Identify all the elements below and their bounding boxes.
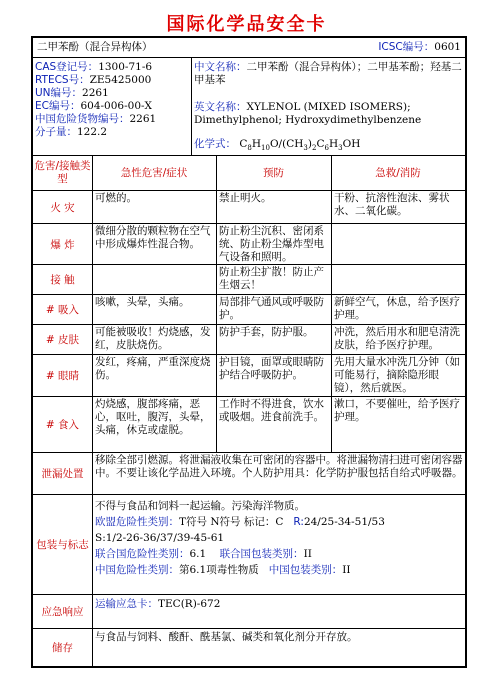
col-header-acute: 急性危害/症状 bbox=[120, 166, 188, 179]
chinese-name: 中文名称：二甲苯酚（混合异构体）；二甲基苯酚；羟基二甲基苯 bbox=[194, 61, 462, 86]
storage-label: 储存 bbox=[52, 642, 73, 654]
ec-number: EC编号：604-006-00-X bbox=[35, 100, 153, 112]
china-goods-number: 中国危险货物编号：2261 bbox=[35, 113, 157, 125]
molecular-weight: 分子量：122.2 bbox=[35, 126, 108, 138]
un-number: UN编号：2261 bbox=[35, 87, 109, 99]
skin-first-aid: 冲洗，然后用水和肥皂清洗皮肤，给予医疗护理。 bbox=[334, 326, 460, 351]
eyes-acute: 发红，疼痛，严重深度烧伤。 bbox=[95, 356, 211, 381]
spill-text: 移除全部引燃源。将泄漏液收集在可密闭的容器中。将泄漏物清扫进可密闭容器中。不要让该化学品进入环境。个人防护用具：化学防护服包括自给式呼吸器。 bbox=[95, 454, 463, 479]
fire-acute: 可燃的。 bbox=[95, 192, 137, 204]
fire-prevention: 禁止明火。 bbox=[219, 192, 272, 204]
row-type-ingestion: # 食入 bbox=[45, 419, 80, 431]
ingestion-prevention: 工作时不得进食，饮水或吸烟。进食前洗手。 bbox=[219, 398, 324, 423]
rtecs-number: RTECS号：ZE5425000 bbox=[35, 74, 152, 86]
row-type-skin: # 皮肤 bbox=[45, 334, 80, 346]
card-title: 国际化学品安全卡 bbox=[166, 14, 327, 35]
packaging-transport-note: 不得与食品和饲料一起运输。污染海洋物质。 bbox=[95, 500, 305, 512]
row-type-fire: 火 灾 bbox=[50, 201, 75, 214]
explosion-prevention: 防止粉尘沉积、密闭系统、防止粉尘爆炸型电气设备和照明。 bbox=[219, 225, 324, 263]
eyes-prevention: 护目镜，面罩或眼睛防护结合呼吸防护。 bbox=[219, 356, 324, 381]
packaging-label: 包装与标志 bbox=[36, 539, 89, 551]
spill-label: 泄漏处置 bbox=[41, 468, 84, 480]
icsc-number bbox=[378, 41, 461, 54]
fire-first-aid: 干粉、抗溶性泡沫、雾状水、二氧化碳。 bbox=[334, 192, 450, 217]
english-name: 英文名称：XYLENOL (MIXED ISOMERS); Dimethylphenol; Hydroxydimethylbenzene bbox=[194, 101, 422, 126]
storage-text: 与食品与饲料、酸酐、酰基氯、碱类和氧化剂分开存放。 bbox=[95, 631, 358, 643]
contact-prevention: 防止粉尘扩散！防止产生烟云！ bbox=[219, 266, 324, 291]
emergency-label: 应急响应 bbox=[41, 606, 84, 618]
col-header-prevention: 预防 bbox=[263, 166, 284, 179]
explosion-acute: 微细分散的颗粒物在空气中形成爆炸性混合物。 bbox=[95, 225, 211, 250]
inhalation-acute: 咳嗽，头晕，头痛。 bbox=[95, 296, 190, 308]
safety-card bbox=[31, 36, 467, 668]
skin-prevention: 防护手套，防护服。 bbox=[219, 326, 314, 338]
col-header-type: 危害/接触类型 bbox=[34, 160, 91, 185]
contact-acute bbox=[93, 265, 216, 294]
col-header-first-aid: 急救/消防 bbox=[375, 166, 421, 179]
row-type-explosion: 爆 炸 bbox=[50, 238, 75, 251]
row-type-inhalation: # 吸入 bbox=[45, 304, 80, 316]
packaging-content bbox=[93, 497, 465, 594]
inhalation-prevention: 局部排气通风或呼吸防护。 bbox=[219, 296, 324, 321]
s-phrases: S:1/2-26-36/37/39-45-61 bbox=[95, 532, 225, 544]
icsc-label: ICSC编号： bbox=[378, 41, 435, 53]
icsc-value: 0601 bbox=[434, 41, 461, 53]
explosion-first-aid bbox=[332, 224, 465, 264]
skin-acute: 可能被吸收！灼烧感，发红，皮肤烧伤。 bbox=[95, 326, 211, 351]
inhalation-first-aid: 新鲜空气，休息，给予医疗护理。 bbox=[334, 296, 460, 321]
ingestion-acute: 灼烧感，腹部疼痛，恶心，呕吐，腹泻，头晕，头痛，休克或虚脱。 bbox=[95, 398, 211, 436]
ingestion-first-aid: 漱口，不要催吐，给予医疗护理。 bbox=[334, 398, 460, 423]
contact-first-aid bbox=[332, 265, 465, 294]
chemical-name: 二甲苯酚（混合异构体） bbox=[37, 41, 153, 53]
un-classification: 联合国危险性类别：6.1 联合国包装类别：II bbox=[95, 548, 312, 560]
row-type-eyes: # 眼睛 bbox=[45, 370, 80, 382]
eyes-first-aid: 先用大量水冲洗几分钟（如可能易行，摘除隐形眼镜），然后就医。 bbox=[334, 356, 460, 394]
china-classification: 中国危险性类别：第6.1项毒性物质 中国包装类别：II bbox=[95, 564, 351, 576]
eu-classification: 欧盟危险性类别：T符号 N符号 标记：C R:24/25-34-51/53 bbox=[95, 516, 385, 528]
row-type-contact: 接 触 bbox=[50, 274, 75, 286]
identifier-list bbox=[35, 61, 189, 139]
cas-number: CAS登记号：1300-71-6 bbox=[35, 61, 153, 73]
emergency-card: 运输应急卡：TEC(R)-672 bbox=[95, 598, 221, 610]
chemical-formula: 化学式： $C_8H_{10}O/(CH_3)_2C_6H_3OH$ bbox=[194, 138, 361, 153]
